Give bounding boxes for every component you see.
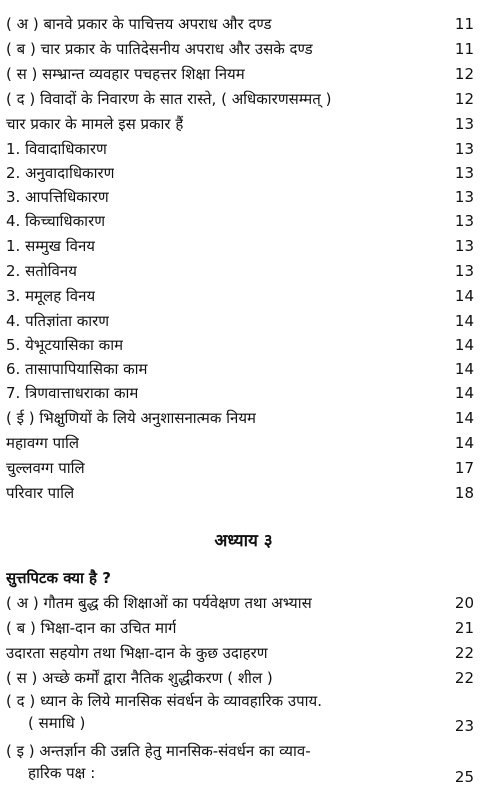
- toc-entry-page-number: 11: [454, 40, 474, 58]
- toc-entry-page-row: [6, 765, 478, 789]
- toc-entry-page-number: 13: [454, 115, 474, 133]
- toc-entry-title-line1: ( द ) ध्यान के लिये मानसिक संवर्धन के व्यावहारिक उपाय.: [6, 692, 322, 710]
- toc-entry-title: 5. येभूटयासिका काम: [6, 336, 124, 354]
- toc-entry-title: उदारता सहयोग तथा भिक्षा-दान के कुछ उदाहरण: [6, 644, 268, 662]
- toc-entry-page-number: 14: [454, 312, 474, 330]
- toc-entry-page-number: 13: [454, 212, 474, 230]
- toc-entry-page-row: [6, 714, 478, 738]
- toc-entry-title: ( अ ) बानवे प्रकार के पाचित्तय अपराध और दण्ड: [6, 15, 272, 33]
- toc-entry-title: 4. किच्चाधिकारण: [6, 212, 106, 230]
- toc-entry: [6, 641, 478, 665]
- toc-entry-page-number: 21: [454, 619, 474, 637]
- toc-entry-title: चुल्लवग्ग पालि: [6, 459, 85, 477]
- toc-entry-page-number: 13: [454, 237, 474, 255]
- toc-entry-title: ( ब ) भिक्षा-दान का उचित मार्ग: [6, 619, 177, 637]
- toc-entry-page-number: 14: [454, 336, 474, 354]
- toc-entry: [6, 87, 478, 111]
- toc-entry: [6, 666, 478, 690]
- toc-entry-page-number: 17: [454, 459, 474, 477]
- toc-entry-page-number: 13: [454, 262, 474, 280]
- toc-entry-page-number: 25: [454, 768, 474, 786]
- toc-entry-page-number: 22: [454, 669, 474, 687]
- toc-entry: [6, 309, 478, 333]
- toc-entry-title: 3. आपत्तिधिकारण: [6, 188, 109, 206]
- toc-entry: [6, 259, 478, 283]
- toc-entry-page-number: 14: [454, 409, 474, 427]
- toc-entry-title: ( ई ) भिक्षुणियों के लिये अनुशासनात्मक नियम: [6, 409, 257, 427]
- toc-entry-page-number: 22: [454, 644, 474, 662]
- toc-entry-title: ( द ) विवादों के निवारण के सात रास्ते, ( अधिकारणसम्मत् ): [6, 90, 332, 108]
- toc-entry-title: ( ब ) चार प्रकार के पातिदेसनीय अपराध और उसके दण्ड: [6, 40, 313, 58]
- toc-entry: [6, 112, 478, 136]
- toc-entry: [6, 333, 478, 357]
- toc-entry-title: ( स ) सम्भ्रान्त व्यवहार पचहत्तर शिक्षा नियम: [6, 65, 245, 83]
- toc-entry-title: ( अ ) गौतम बुद्ध की शिक्षाओं का पर्यवेक्षण तथा अभ्यास: [6, 594, 312, 612]
- toc-entry-title-line2: ( समाधि ): [28, 714, 86, 732]
- toc-entry-title-line2: हारिक पक्ष :: [28, 764, 96, 782]
- toc-entry: [6, 62, 478, 86]
- toc-entry-title: 1. विवादाधिकारण: [6, 140, 107, 158]
- toc-entry: [6, 481, 478, 505]
- toc-entry: [6, 357, 478, 381]
- toc-entry-title-line1: ( इ ) अन्तर्ज्ञान की उन्नति हेतु मानसिक-संवर्धन का व्याव-: [6, 742, 311, 760]
- toc-entry: [6, 12, 478, 36]
- toc-entry: [6, 284, 478, 308]
- toc-entry-page-number: 13: [454, 164, 474, 182]
- toc-entry: [6, 137, 478, 161]
- toc-entry: [6, 209, 478, 233]
- toc-entry-title: महावग्ग पालि: [6, 434, 80, 452]
- toc-entry: [6, 456, 478, 480]
- toc-entry: [6, 381, 478, 405]
- toc-entry: [6, 185, 478, 209]
- toc-entry: [6, 406, 478, 430]
- toc-entry-title: ( स ) अच्छे कर्मों द्वारा नैतिक शुद्धीकरण ( शील ): [6, 669, 273, 687]
- toc-entry-title: परिवार पालि: [6, 484, 75, 502]
- toc-entry-title: 2. सतोविनय: [6, 262, 77, 280]
- toc-entry-page-number: 14: [454, 434, 474, 452]
- toc-entry-page-number: 13: [454, 188, 474, 206]
- toc-entry-title: 1. सम्मुख विनय: [6, 237, 95, 255]
- toc-entry-title: सुत्तपिटक क्या है ?: [6, 569, 111, 587]
- toc-entry: [6, 161, 478, 185]
- toc-entry-page-number: 20: [454, 594, 474, 612]
- toc-entry-page-number: 12: [454, 90, 474, 108]
- chapter-heading: अध्याय ३: [214, 531, 273, 551]
- toc-entry-title: चार प्रकार के मामले इस प्रकार हैं: [6, 115, 184, 133]
- toc-entry-page-number: 12: [454, 65, 474, 83]
- toc-entry-page-number: 14: [454, 287, 474, 305]
- toc-entry-page-number: 14: [454, 384, 474, 402]
- toc-entry: [6, 234, 478, 258]
- toc-entry-title: 6. तासापापियासिका काम: [6, 360, 148, 378]
- toc-entry: [6, 37, 478, 61]
- toc-entry-page-number: 13: [454, 140, 474, 158]
- toc-entry-page-number: 14: [454, 360, 474, 378]
- toc-entry-title: 2. अनुवादाधिकारण: [6, 164, 115, 182]
- toc-entry-page-number: 11: [454, 15, 474, 33]
- toc-entry-title: 4. पतिज्ञांता कारण: [6, 312, 110, 330]
- toc-entry: [6, 591, 478, 615]
- toc-entry-title: 3. ममूलह विनय: [6, 287, 96, 305]
- toc-section-title: [6, 566, 478, 590]
- toc-entry-page-number: 23: [454, 717, 474, 735]
- toc-entry-title: 7. त्रिणवात्ताधराका काम: [6, 384, 139, 402]
- toc-entry: [6, 616, 478, 640]
- toc-entry-page-number: 18: [454, 484, 474, 502]
- toc-entry: [6, 431, 478, 455]
